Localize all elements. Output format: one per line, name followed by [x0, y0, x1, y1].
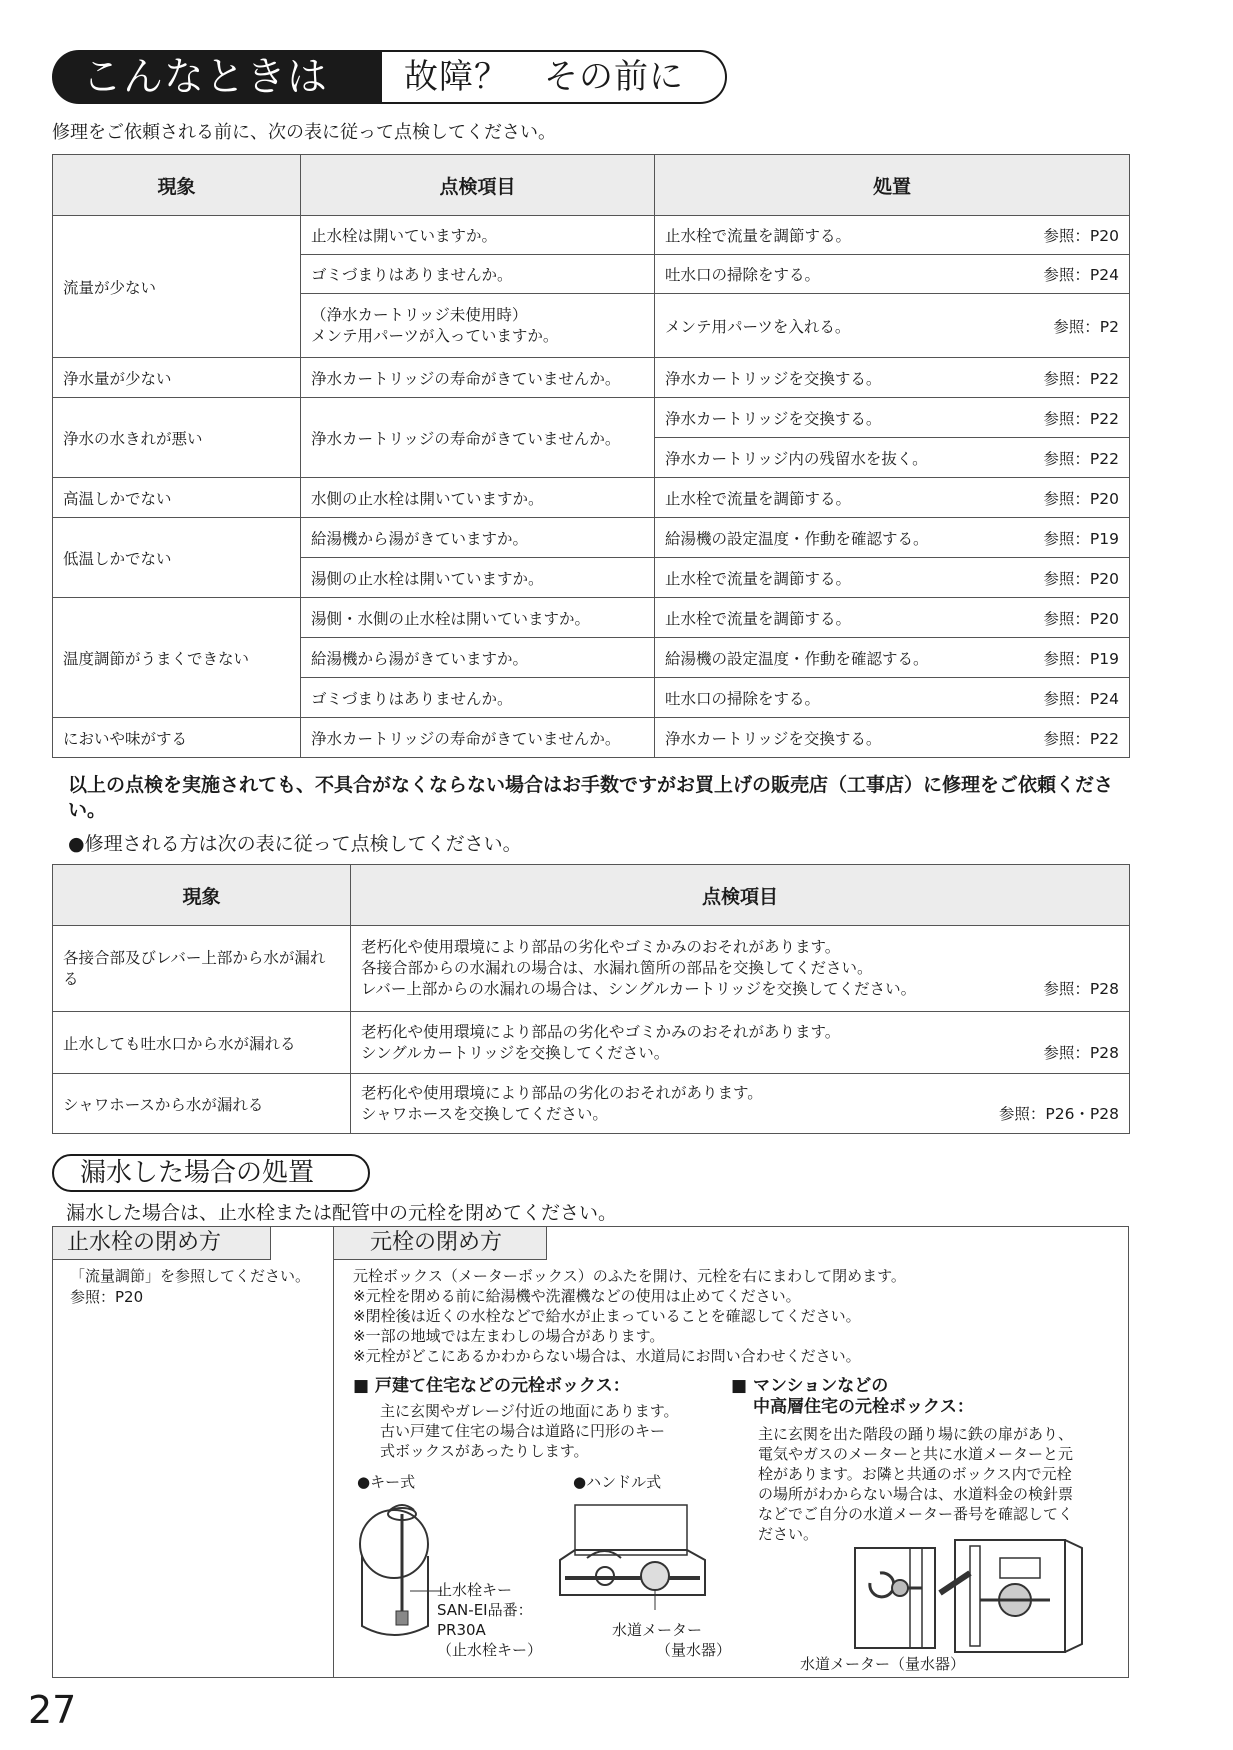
- check-cell: 湯側・水側の止水栓は開いていますか。: [301, 598, 655, 638]
- action-text: 止水栓で流量を調節する。: [665, 569, 852, 588]
- ref-link: 参照：P20: [1043, 609, 1119, 628]
- ref-link: 参照：P22: [1043, 369, 1119, 388]
- action-cell: [655, 216, 1130, 255]
- table-row: [53, 518, 1130, 558]
- meter-callout-mansion: 水道メーター（量水器）: [800, 1655, 966, 1673]
- table-row: [53, 358, 1130, 398]
- action-cell: [655, 294, 1130, 358]
- check-text-line: [361, 979, 1119, 1000]
- action-cell: [655, 718, 1130, 758]
- check-cell: [351, 926, 1130, 1012]
- handle-type-illustration: [555, 1500, 710, 1610]
- header-white-title: 故障？ その前に: [382, 50, 727, 104]
- check-cell: [351, 1012, 1130, 1074]
- symptom-cell: 高温しかでない: [53, 478, 301, 518]
- symptom-cell: 流量が少ない: [53, 216, 301, 358]
- symptom-cell: シャワホースから水が漏れる: [53, 1074, 351, 1134]
- check-text: シングルカートリッジを交換してください。: [361, 1043, 670, 1062]
- symptom-cell: 浄水量が少ない: [53, 358, 301, 398]
- callout-line: 水道メーター: [612, 1621, 703, 1639]
- header-black-title: こんなときは: [52, 50, 382, 104]
- column-header: 現象: [53, 865, 351, 926]
- ref-link: 参照：P28: [1043, 1043, 1119, 1062]
- action-cell: [655, 478, 1130, 518]
- ref-link: 参照：P22: [1043, 449, 1119, 468]
- mansion-line: ださい。: [758, 1525, 819, 1543]
- page-number: 27: [28, 1688, 77, 1732]
- action-cell: [655, 358, 1130, 398]
- key-callout: [437, 1580, 542, 1660]
- instruction-line: ※閉栓後は近くの水栓などで給水が止まっていることを確認してください。: [353, 1307, 861, 1325]
- symptom-cell: 各接合部及びレバー上部から水が漏れる: [53, 926, 351, 1012]
- intro-text: 修理をご依頼される前に、次の表に従って点検してください。: [52, 122, 556, 143]
- check-text: レバー上部からの水漏れの場合は、シングルカートリッジを交換してください。: [361, 980, 917, 998]
- ref-link: 参照：P19: [1043, 529, 1119, 548]
- symptom-cell: 浄水の水きれが悪い: [53, 398, 301, 478]
- mansion-title-line: 中高層住宅の元栓ボックス：: [753, 1397, 974, 1417]
- instruction-line: ※一部の地域では左まわしの場合があります。: [353, 1327, 665, 1345]
- action-text: メンテ用パーツを入れる。: [665, 317, 851, 336]
- action-text: 給湯機の設定温度・作動を確認する。: [665, 649, 929, 668]
- ref-link: 参照：P19: [1043, 649, 1119, 668]
- ref-link: 参照：P20: [1043, 569, 1119, 588]
- ref-link: 参照：P26・P28: [998, 1104, 1119, 1123]
- leak-section-title: 漏水した場合の処置: [52, 1154, 370, 1192]
- main-valve-instructions: [353, 1266, 906, 1366]
- check-text: 老朽化や使用環境により部品の劣化やゴミかみのおそれがあります。: [361, 938, 841, 956]
- check-text: シャワホースを交換してください。: [361, 1104, 608, 1123]
- instruction-line: 元栓ボックス（メーターボックス）のふたを開け、元栓を右にまわして閉めます。: [353, 1267, 906, 1285]
- leak-box-divider: [333, 1226, 334, 1678]
- action-text: 浄水カートリッジを交換する。: [665, 729, 882, 748]
- repair-note: 以上の点検を実施されても、不具合がなくならない場合はお手数ですがお買上げの販売店（工事店）に修理をご依頼ください。: [68, 774, 1114, 821]
- action-text: 止水栓で流量を調節する。: [665, 227, 852, 245]
- instruction-line: ※元栓がどこにあるかわからない場合は、水道局にお問い合わせください。: [353, 1347, 861, 1365]
- action-cell: [655, 638, 1130, 678]
- check-text: 老朽化や使用環境により部品の劣化やゴミかみのおそれがあります。: [361, 1022, 841, 1041]
- house-line: 古い戸建て住宅の場合は道路に円形のキー: [380, 1422, 666, 1440]
- ref-link: 参照：P24: [1043, 689, 1119, 708]
- column-header: 点検項目: [351, 865, 1130, 926]
- action-text: 浄水カートリッジ内の残留水を抜く。: [665, 449, 928, 468]
- ref-link: 参照：P20: [1043, 227, 1119, 245]
- column-header: 処置: [655, 155, 1130, 216]
- callout-line: PR30A: [437, 1621, 486, 1639]
- check-text-line: [361, 1043, 1119, 1064]
- table-header-row: [53, 865, 1130, 926]
- action-cell: [655, 438, 1130, 478]
- leak-description: 漏水した場合は、止水栓または配管中の元栓を閉めてください。: [66, 1202, 618, 1224]
- meter-callout-house: [612, 1620, 731, 1660]
- action-cell: [655, 255, 1130, 294]
- ref-link: 参照：P20: [1043, 489, 1119, 508]
- table-row: [53, 398, 1130, 438]
- check-text: メンテ用パーツが入っていますか。: [311, 326, 559, 345]
- mansion-title-line: ■ マンションなどの: [731, 1376, 889, 1396]
- ref-link: 参照：P24: [1043, 266, 1119, 284]
- action-cell: [655, 518, 1130, 558]
- symptom-cell: 止水しても吐水口から水が漏れる: [53, 1012, 351, 1074]
- mansion-line: 主に玄関を出た階段の踊り場に鉄の扉があり、: [758, 1425, 1074, 1443]
- column-header: 現象: [53, 155, 301, 216]
- symptom-cell: においや味がする: [53, 718, 301, 758]
- instruction-line: ※元栓を閉める前に給湯機や洗濯機などの使用は止めてください。: [353, 1287, 801, 1305]
- action-text: 浄水カートリッジを交換する。: [665, 369, 882, 388]
- house-line: 主に玄関やガレージ付近の地面にあります。: [380, 1402, 679, 1420]
- table-row: [53, 598, 1130, 638]
- action-text: 吐水口の掃除をする。: [665, 266, 821, 284]
- check-text: 老朽化や使用環境により部品の劣化のおそれがあります。: [361, 1083, 763, 1102]
- mansion-line: などでご自分の水道メーター番号を確認してく: [758, 1505, 1074, 1523]
- stop-valve-text: 「流量調節」を参照してください。: [70, 1267, 311, 1285]
- stop-valve-ref: 参照：P20: [70, 1288, 144, 1306]
- table-row: [53, 718, 1130, 758]
- check-cell: 浄水カートリッジの寿命がきていませんか。: [301, 398, 655, 478]
- action-cell: [655, 558, 1130, 598]
- check-text: （浄水カートリッジ未使用時）: [311, 305, 528, 324]
- mansion-box-desc: [758, 1424, 1073, 1544]
- action-cell: [655, 398, 1130, 438]
- table-row: [53, 926, 1130, 1012]
- check-cell: ゴミづまりはありませんか。: [301, 678, 655, 718]
- mansion-line: 電気やガスのメーターと共に水道メーターと元: [758, 1445, 1074, 1463]
- callout-line: 止水栓キー: [437, 1581, 513, 1599]
- check-cell: 浄水カートリッジの寿命がきていませんか。: [301, 718, 655, 758]
- check-cell: 湯側の止水栓は開いていますか。: [301, 558, 655, 598]
- callout-line: SAN-EI品番：: [437, 1601, 533, 1619]
- house-box-desc: [380, 1401, 679, 1461]
- callout-line: （止水栓キー）: [437, 1641, 543, 1659]
- troubleshoot-table: [52, 154, 1130, 758]
- action-cell: [655, 678, 1130, 718]
- house-line: 式ボックスがあったりします。: [380, 1442, 589, 1460]
- check-cell: 給湯機から湯がきていますか。: [301, 518, 655, 558]
- main-valve-label: 元栓の閉め方: [333, 1226, 547, 1260]
- repair-technician-note: ●修理される方は次の表に従って点検してください。: [68, 833, 522, 855]
- action-text: 吐水口の掃除をする。: [665, 689, 821, 708]
- action-text: 浄水カートリッジを交換する。: [665, 409, 882, 428]
- check-text-line: [361, 1104, 1119, 1125]
- ref-link: 参照：P22: [1043, 729, 1119, 748]
- key-type-label: ●キー式: [357, 1473, 416, 1491]
- callout-line: （量水器）: [656, 1641, 732, 1659]
- ref-link: 参照：P2: [1053, 317, 1119, 336]
- column-header: 点検項目: [301, 155, 655, 216]
- action-text: 給湯機の設定温度・作動を確認する。: [665, 529, 929, 548]
- ref-link: 参照：P22: [1043, 409, 1119, 428]
- check-cell: 給湯機から湯がきていますか。: [301, 638, 655, 678]
- action-text: 止水栓で流量を調節する。: [665, 609, 852, 628]
- check-text: 各接合部からの水漏れの場合は、水漏れ箇所の部品を交換してください。: [361, 959, 873, 977]
- check-cell: ゴミづまりはありませんか。: [301, 255, 655, 294]
- table-row: [53, 1074, 1130, 1134]
- repair-table: [52, 864, 1130, 1134]
- mansion-line: の場所がわからない場合は、水道料金の検針票: [758, 1485, 1074, 1503]
- check-cell: [351, 1074, 1130, 1134]
- mansion-box-title: [731, 1376, 974, 1418]
- table-row: [53, 478, 1130, 518]
- house-box-title: ■ 戸建て住宅などの元栓ボックス：: [353, 1376, 630, 1396]
- action-text: 止水栓で流量を調節する。: [665, 489, 852, 508]
- action-cell: [655, 598, 1130, 638]
- mansion-meter-illustration: [850, 1538, 1085, 1658]
- table-row: [53, 1012, 1130, 1074]
- table-row: [53, 216, 1130, 255]
- ref-link: 参照：P28: [1043, 980, 1119, 998]
- handle-type-label: ●ハンドル式: [573, 1473, 662, 1491]
- symptom-cell: 温度調節がうまくできない: [53, 598, 301, 718]
- check-cell: [301, 294, 655, 358]
- check-cell: 水側の止水栓は開いていますか。: [301, 478, 655, 518]
- check-cell: 浄水カートリッジの寿命がきていませんか。: [301, 358, 655, 398]
- stop-valve-label: 止水栓の閉め方: [52, 1226, 271, 1260]
- check-cell: 止水栓は開いていますか。: [301, 216, 655, 255]
- table-header-row: [53, 155, 1130, 216]
- symptom-cell: 低温しかでない: [53, 518, 301, 598]
- mansion-line: 栓があります。お隣と共通のボックス内で元栓: [758, 1465, 1072, 1483]
